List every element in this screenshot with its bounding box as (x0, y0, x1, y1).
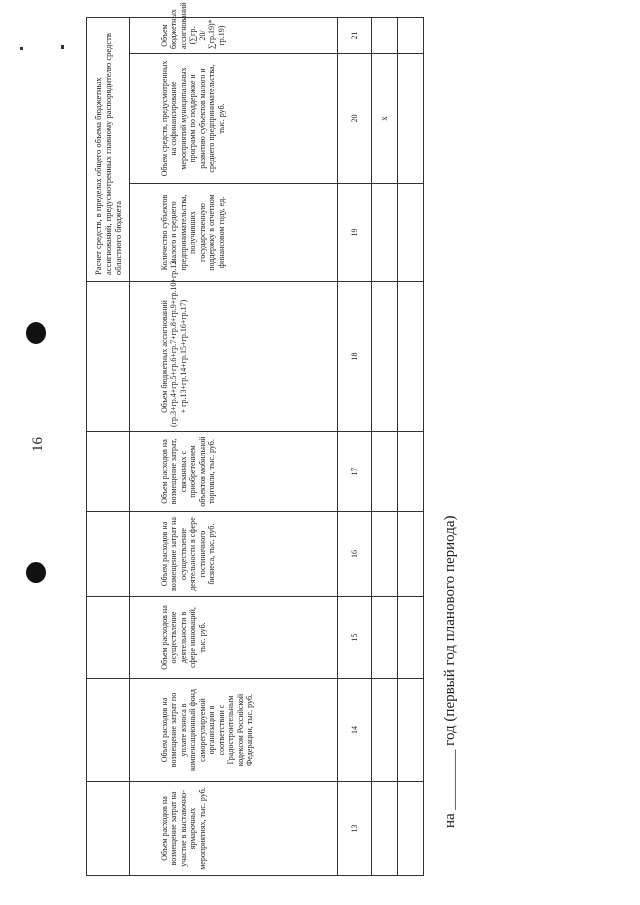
column-number: 15 (338, 597, 372, 679)
budget-table (86, 2, 424, 876)
empty-cell (398, 17, 424, 53)
scan-speck (61, 45, 64, 49)
punch-hole (26, 562, 46, 583)
column-header-19: Количество субъектов малого и среднего предпринимательства, получивших государственную поддержку в отчетном финансовом году, ед. (130, 184, 338, 282)
page-number: 16 (30, 437, 46, 452)
data-cell (372, 512, 398, 597)
header-blank (87, 432, 130, 512)
header-blank (87, 282, 130, 432)
column-header-20: Объем средств, предусмотренных на софинансирование мероприятий муниципальных программ по поддержке и развитию субъектов малого и среднего предпринимательства, тыс. руб. (130, 54, 338, 184)
data-cell (372, 184, 398, 282)
column-number: 21 (338, 17, 372, 53)
empty-cell (398, 782, 424, 876)
data-cell (372, 679, 398, 782)
header-blank (87, 597, 130, 679)
footer-line (442, 515, 459, 828)
data-cell (372, 17, 398, 53)
column-header-15: Объем расходов на осуществление деятельности в сфере инноваций, тыс. руб. (130, 597, 338, 679)
column-number: 17 (338, 432, 372, 512)
data-cell (372, 432, 398, 512)
punch-hole (26, 322, 46, 344)
empty-cell (398, 432, 424, 512)
column-header-13: Объем расходов на возмещение затрат на участие в выставочно-ярмарочных мероприятиях, тыс. руб. (130, 782, 338, 876)
column-header-16: Объем расходов на возмещение затрат на осуществление деятельности в сфере гостиничного бизнеса, тыс. руб. (130, 512, 338, 597)
column-number: 16 (338, 512, 372, 597)
data-cell (372, 597, 398, 679)
empty-cell (398, 54, 424, 184)
column-header-17: Объем расходов на возмещение затрат, связанных с приобретением объектов мобильной торговли, тыс. руб. (130, 432, 338, 512)
header-blank (87, 679, 130, 782)
column-number: 19 (338, 184, 372, 282)
empty-cell (398, 184, 424, 282)
empty-cell (398, 282, 424, 432)
data-cell (372, 282, 398, 432)
header-blank (87, 782, 130, 876)
scan-speck (20, 47, 23, 50)
column-header-21: Объем бюджетных ассигнований (∑гр. 20/ ∑гр.19)* гр.19) (130, 17, 338, 53)
column-number: 18 (338, 282, 372, 432)
data-cell: x (372, 54, 398, 184)
column-number: 20 (338, 54, 372, 184)
footer-text: год (первый год планового периода) (442, 515, 458, 746)
column-header-18: Объем бюджетных ассигнований (гр.3+гр.4+гр.5+гр.6+гр.7+гр.8+гр.9+гр.10+гр.12 + гр.13+гр.14+гр.15+гр.16+гр.17) (130, 282, 338, 432)
empty-cell (398, 679, 424, 782)
footer-blank: ________ (442, 749, 458, 810)
data-cell (372, 782, 398, 876)
footer-prefix: на (442, 813, 458, 828)
column-number: 13 (338, 782, 372, 876)
column-number: 14 (338, 679, 372, 782)
column-header-14: Объем расходов на возмещение затрат по уплате взноса в компенсационный фонд саморегулируемой организации в соответствии с Градостроительным кодексом Российской Федерации, тыс. руб. (130, 679, 338, 782)
header-blank (87, 512, 130, 597)
empty-cell (398, 512, 424, 597)
empty-cell (398, 597, 424, 679)
group-header: Расчет средств, в пределах общего объема бюджетных ассигнований, предусмотренных главному распорядителю средств областного бюджета (87, 17, 130, 281)
